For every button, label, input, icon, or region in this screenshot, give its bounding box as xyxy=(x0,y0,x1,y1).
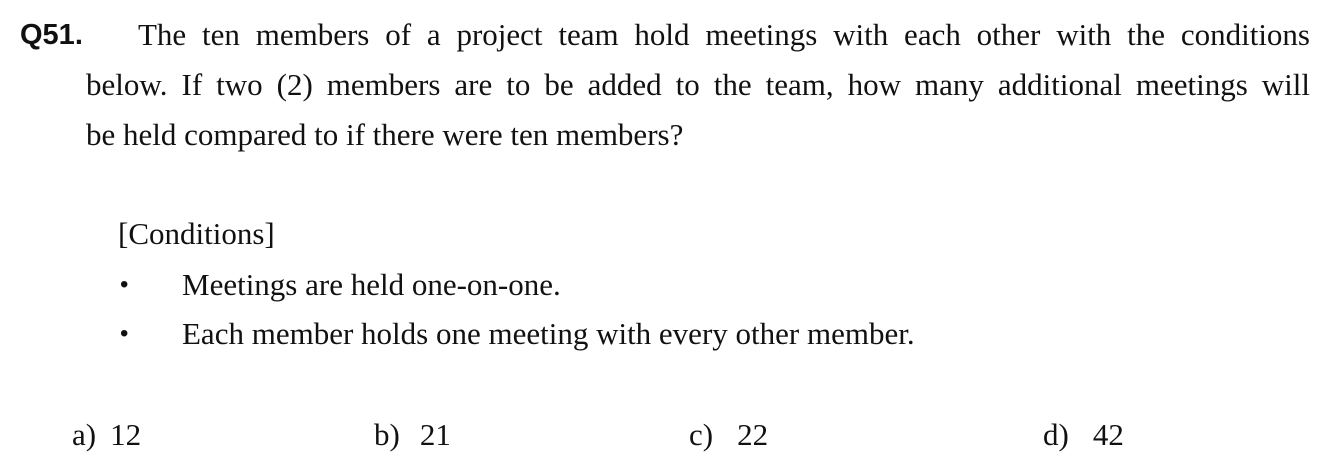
choice-value: 22 xyxy=(737,417,769,452)
choice-value: 42 xyxy=(1092,417,1124,452)
conditions-title: [Conditions] xyxy=(118,216,275,251)
choice-letter: c) xyxy=(689,417,714,452)
choice-letter: d) xyxy=(1043,417,1069,452)
choice-b[interactable] xyxy=(374,417,451,453)
choice-letter: a) xyxy=(72,417,97,452)
choice-letter: b) xyxy=(374,417,400,452)
bullet-icon: • xyxy=(120,320,129,347)
choice-d[interactable] xyxy=(1043,417,1124,453)
choice-value: 21 xyxy=(419,417,451,452)
condition-text: Each member holds one meeting with every other member. xyxy=(182,316,915,351)
choice-c[interactable] xyxy=(689,417,768,453)
choice-value: 12 xyxy=(110,417,142,452)
condition-text: Meetings are held one-on-one. xyxy=(182,267,561,302)
question-text-line-3: be held compared to if there were ten members? xyxy=(86,117,684,152)
bullet-icon: • xyxy=(120,271,129,298)
question-text-line-1: The ten members of a project team hold meetings with each other with the conditions xyxy=(138,17,1310,52)
choice-a[interactable] xyxy=(72,417,141,453)
question-number: Q51. xyxy=(20,19,83,51)
question-text-line-2: below. If two (2) members are to be added to the team, how many additional meetings will xyxy=(86,67,1310,102)
